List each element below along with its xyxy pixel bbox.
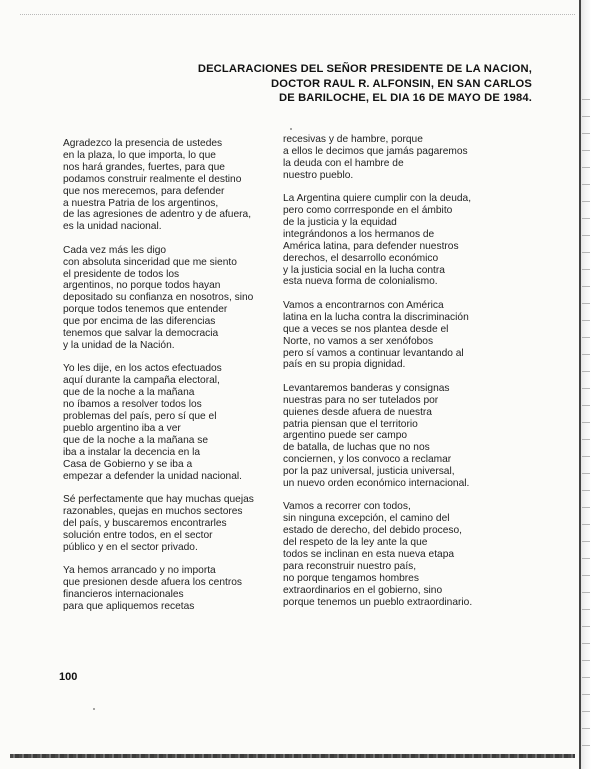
text-line: razonables, quejas en muchos sectores: [63, 505, 243, 517]
text-line: no íbamos a resolver todos los: [63, 399, 202, 411]
text-line: con absoluta sinceridad que me siento: [63, 256, 237, 268]
text-line: de la justicia y la equidad: [283, 216, 397, 228]
text-line: y la justicia social en la lucha contra: [283, 264, 445, 276]
text-line: Ya hemos arrancado y no importa: [63, 565, 216, 576]
text-line: Vamos a encontrarnos con América: [283, 299, 444, 311]
text-line: Agradezco la presencia de ustedes: [63, 138, 223, 149]
text-line: esta nueva forma de colonialismo.: [283, 276, 438, 288]
text-line: del país, y buscaremos encontrarles: [63, 517, 227, 529]
text-line: Cada vez más les digo: [63, 244, 167, 256]
text-line: Sé perfectamente que hay muchas quejas: [63, 493, 254, 505]
text-line: nuestras para no ser tutelados por: [283, 394, 439, 406]
paragraph: [283, 134, 523, 182]
text-line: un nuevo orden económico internacional.: [283, 478, 470, 490]
paragraph: [283, 300, 523, 371]
text-line: Levantaremos banderas y consignas: [283, 382, 450, 394]
scan-speck: [290, 128, 292, 130]
text-line: en la plaza, lo que importa, lo que: [63, 149, 216, 161]
paragraph: [63, 138, 288, 233]
text-line: la deuda con el hambre de: [283, 157, 404, 169]
heading-line: DE BARILOCHE, EL DIA 16 DE MAYO DE 1984.: [278, 92, 532, 104]
heading-line: DECLARACIONES DEL SEÑOR PRESIDENTE DE LA NACION,: [197, 63, 532, 75]
text-line: solución entre todos, en el sector: [63, 529, 213, 541]
text-line: porque tenemos un pueblo extraordinario.: [283, 596, 473, 608]
text-line: extraordinarios en el gobierno, sino: [283, 584, 443, 596]
text-line: que de la noche a la mañana: [63, 387, 195, 399]
text-line: que por encima de las diferencias: [63, 316, 216, 328]
text-line: pero como corrresponde en el ámbito: [283, 205, 453, 217]
text-line: de las agresiones de adentro y de afuera,: [63, 209, 252, 221]
binding-edge-marks: [582, 90, 590, 750]
text-line: pueblo argentino iba a ver: [63, 422, 181, 434]
text-line: patria piensan que el territorio: [283, 418, 418, 430]
text-line: todos se inclinan en esta nueva etapa: [283, 549, 455, 561]
text-line: el presidente de todos los: [63, 268, 180, 280]
text-line: Norte, no vamos a ser xenófobos: [283, 335, 434, 347]
paragraph: [283, 501, 523, 608]
text-line: que de la noche a la mañana se: [63, 434, 208, 446]
text-line: país en su propia dignidad.: [283, 359, 406, 371]
text-line: podamos construir realmente el destino: [63, 173, 242, 185]
paragraph: [63, 363, 288, 482]
text-line: recesivas y de hambre, porque: [283, 134, 423, 145]
text-line: financieros internacionales: [63, 588, 184, 600]
top-edge-rule: [20, 14, 575, 15]
text-line: Vamos a recorrer con todos,: [283, 501, 411, 513]
text-line: empezar a defender la unidad nacional.: [63, 470, 242, 482]
paragraph: [63, 565, 288, 613]
text-line: es la unidad nacional.: [63, 221, 162, 233]
text-line: no porque tengamos hombres: [283, 572, 419, 584]
text-line: aquí durante la campaña electoral,: [63, 375, 220, 387]
text-line: porque todos tenemos que entender: [63, 304, 228, 316]
text-line: depositado su confianza en nosotros, sino: [63, 292, 254, 304]
paragraph: [63, 245, 288, 352]
text-line: que presionen desde afuera los centros: [63, 576, 242, 588]
bottom-edge-rule: [10, 754, 575, 758]
text-line: y la unidad de la Nación.: [63, 340, 175, 351]
text-line: quienes desde afuera de nuestra: [283, 406, 432, 418]
text-line: del respeto de la ley ante la que: [283, 537, 428, 549]
text-line: integrándonos a los hermanos de: [283, 228, 435, 240]
scan-speck: [93, 708, 95, 710]
page-number: 100: [59, 671, 78, 683]
text-line: sin ninguna excepción, el camino del: [283, 513, 450, 525]
text-line: por la paz universal, justicia universal,: [283, 466, 455, 478]
text-line: argentino puede ser campo: [283, 430, 408, 442]
left-text-column: [63, 138, 288, 624]
paragraph: [63, 494, 288, 554]
text-line: para que apliquemos recetas: [63, 600, 195, 612]
right-text-column: [283, 134, 523, 620]
text-line: que nos merecemos, para defender: [63, 185, 225, 197]
text-line: problemas del país, pero sí que el: [63, 411, 217, 423]
document-heading: [172, 62, 532, 106]
text-line: iba a instalar la decencia en la: [63, 446, 201, 458]
text-line: para reconstruir nuestro país,: [283, 561, 417, 572]
text-line: tenemos que salvar la democracia: [63, 328, 219, 340]
text-line: nos hará grandes, fuertes, para que: [63, 161, 225, 173]
text-line: a nuestra Patria de los argentinos,: [63, 197, 219, 209]
text-line: La Argentina quiere cumplir con la deuda,: [283, 193, 472, 205]
text-line: pero sí vamos a continuar levantando al: [283, 347, 464, 359]
text-line: de batalla, de luchas que no nos: [283, 442, 430, 454]
paragraph: [283, 383, 523, 490]
text-line: América latina, para defender nuestros: [283, 240, 459, 252]
heading-line: DOCTOR RAUL R. ALFONSIN, EN SAN CARLOS: [271, 77, 532, 90]
text-line: estado de derecho, del debido proceso,: [283, 525, 462, 537]
text-line: conciernen, y los convoco a reclamar: [283, 454, 452, 466]
text-line: derechos, el desarrollo económico: [283, 252, 439, 264]
text-line: que a veces se nos plantea desde el: [283, 323, 449, 335]
text-line: a ellos le decimos que jamás pagaremos: [283, 145, 468, 157]
text-line: Casa de Gobierno y se iba a: [63, 458, 193, 470]
text-line: argentinos, no porque todos hayan: [63, 280, 221, 292]
paragraph: [283, 193, 523, 288]
text-line: latina en la lucha contra la discriminación: [283, 311, 469, 323]
text-line: Yo les dije, en los actos efectuados: [63, 363, 222, 375]
text-line: nuestro pueblo.: [283, 169, 354, 181]
text-line: público y en el sector privado.: [63, 541, 198, 553]
